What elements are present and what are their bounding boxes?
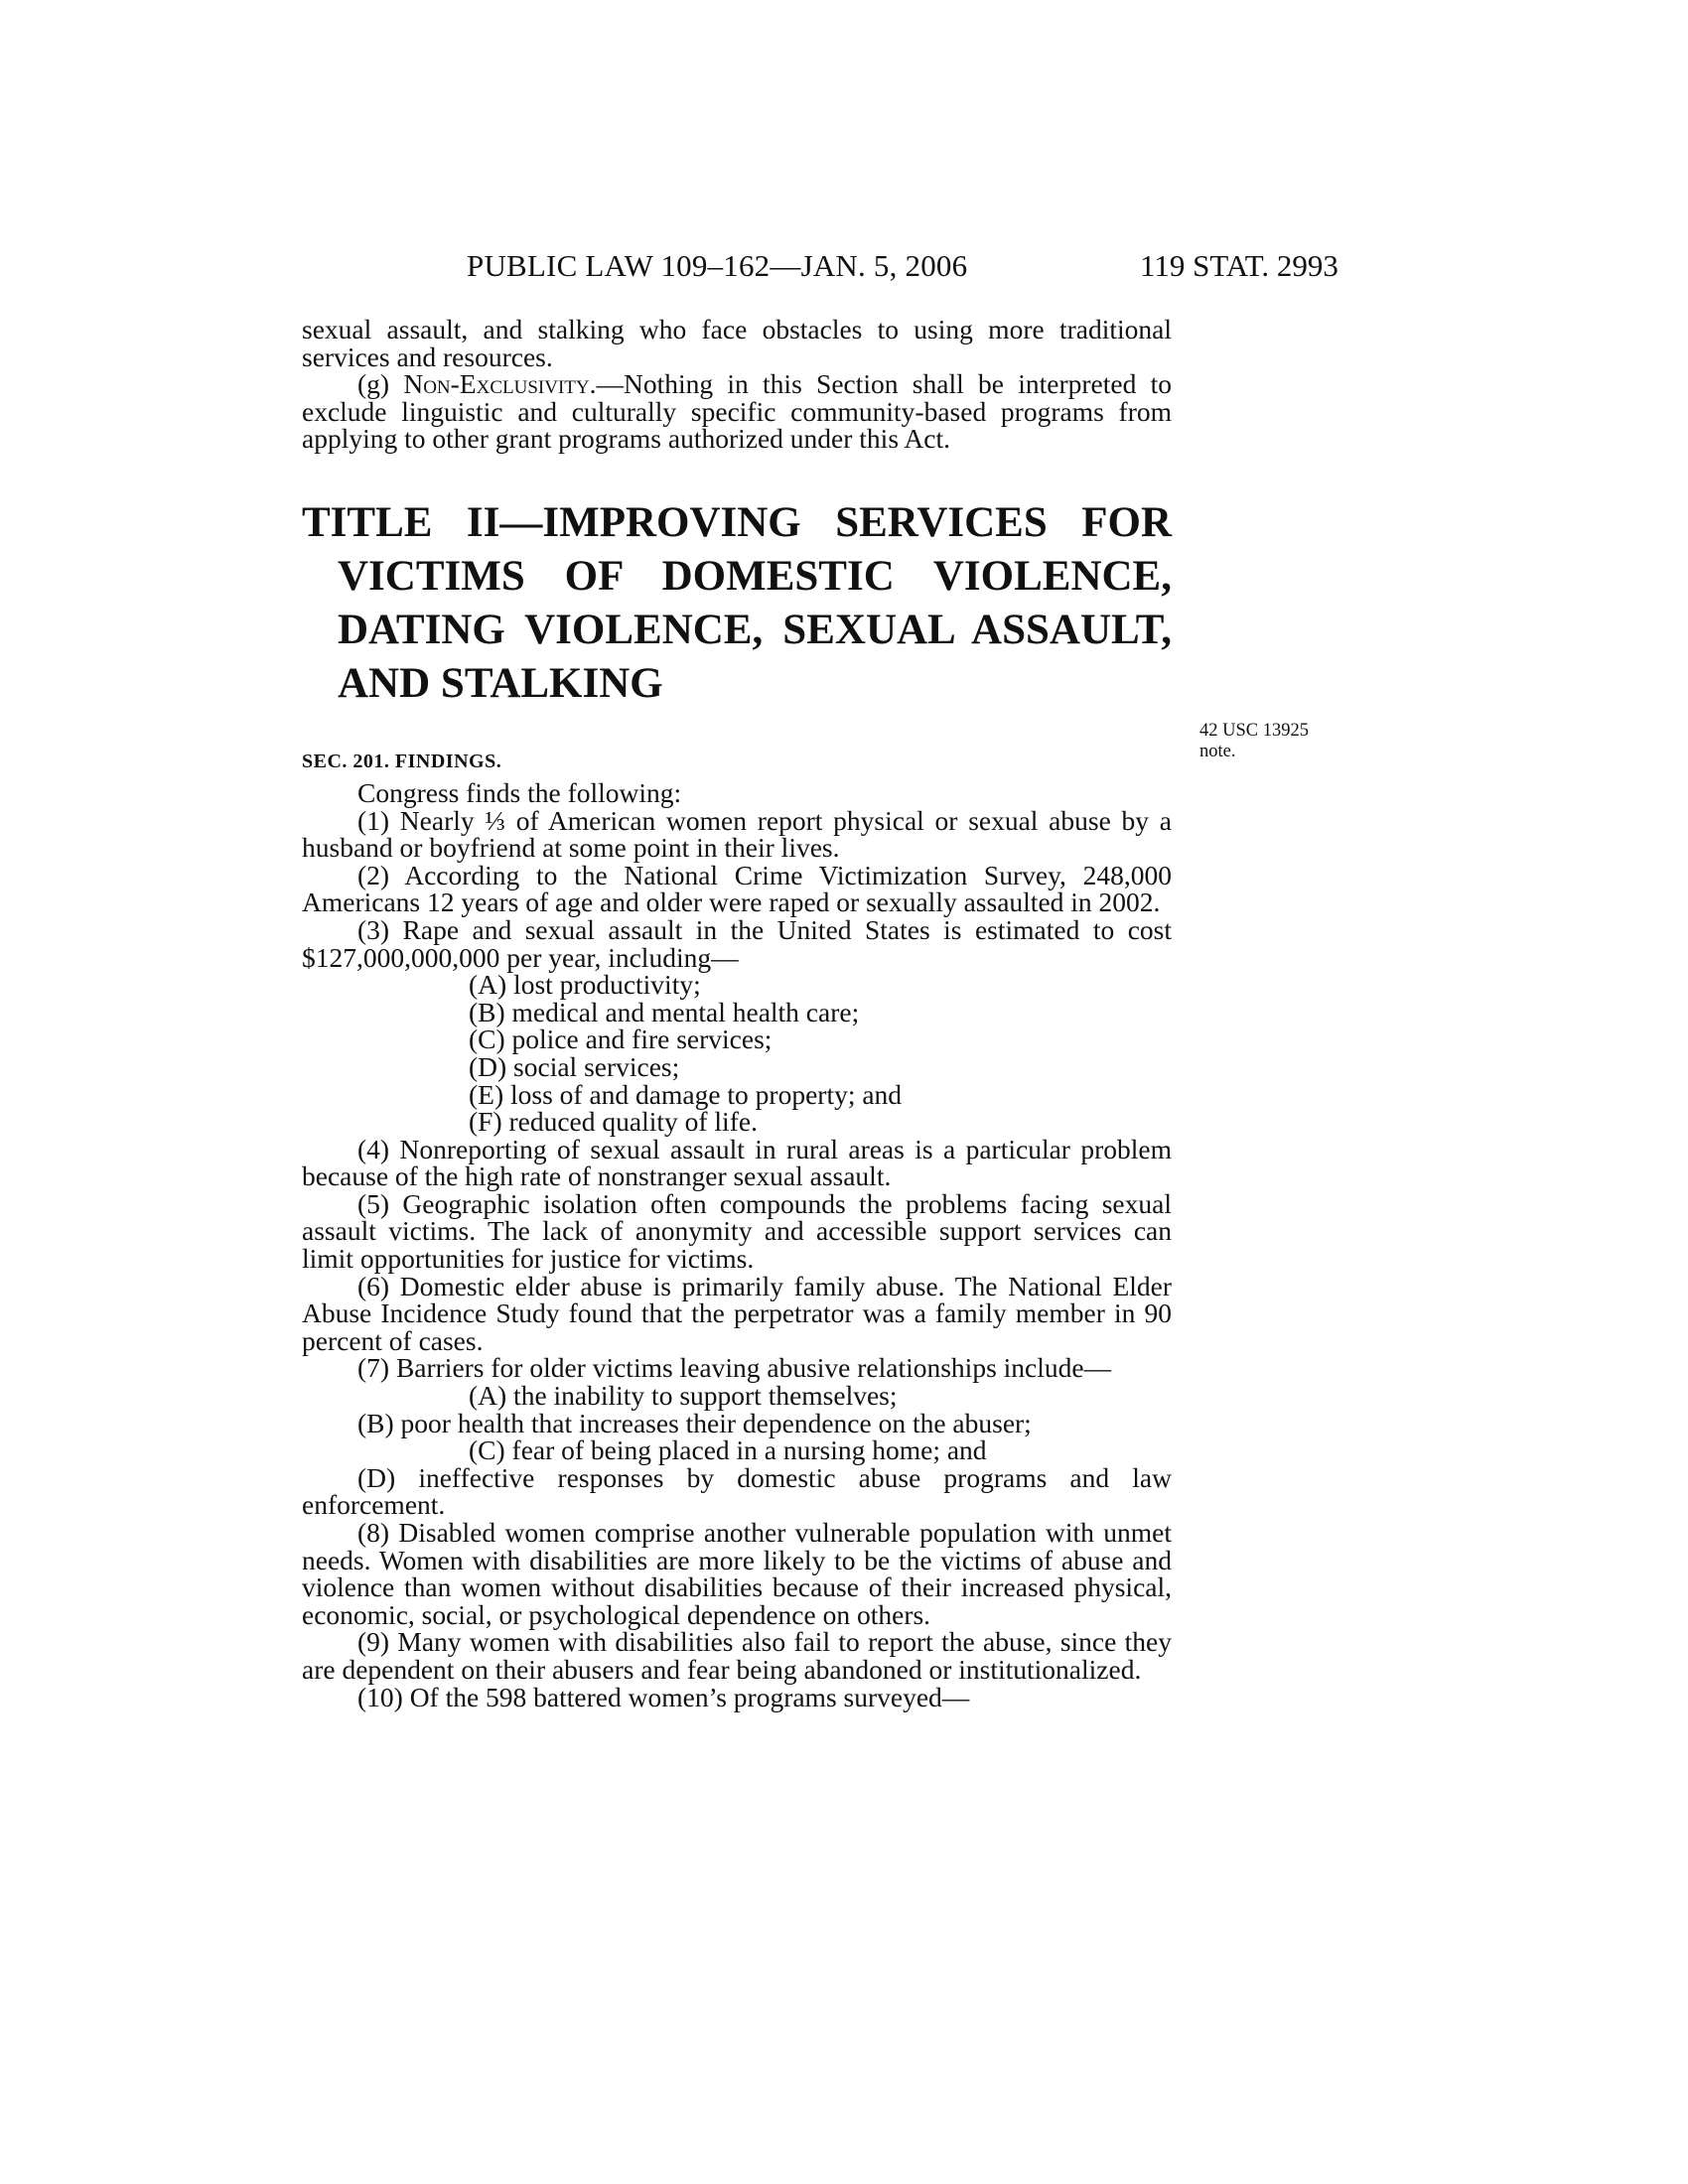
- finding-1: (1) Nearly ⅓ of American women report physical or sexual abuse by a husband or boyfriend at some point in their lives.: [302, 804, 1172, 864]
- finding-3-item-b: (B) medical and mental health care;: [469, 996, 860, 1027]
- finding-10: (10) Of the 598 battered women’s programs surveyed—: [357, 1681, 970, 1712]
- statute-page-reference: 119 STAT. 2993: [1140, 248, 1338, 283]
- finding-3-item-f: (F) reduced quality of life.: [469, 1106, 758, 1138]
- finding-7: (7) Barriers for older victims leaving abusive relationships include—: [357, 1352, 1112, 1384]
- finding-3: (3) Rape and sexual assault in the United States is estimated to cost $127,000,000,000 per year, including—: [302, 913, 1172, 973]
- finding-4: (4) Nonreporting of sexual assault in rural areas is a particular problem because of the high rate of nonstranger sexual assault.: [302, 1133, 1172, 1192]
- document-body: [302, 316, 1172, 1710]
- finding-7-item-d: (D) ineffective responses by domestic abuse programs and law enforcement.: [302, 1461, 1172, 1521]
- finding-6: (6) Domestic elder abuse is primarily family abuse. The National Elder Abuse Incidence Study found that the perpetrator was a family member in 90 percent of cases.: [302, 1270, 1172, 1356]
- margin-note-citation: 42 USC 13925: [1199, 721, 1309, 741]
- finding-3-item-a: (A) lost productivity;: [469, 969, 701, 1001]
- running-head: PUBLIC LAW 109–162—JAN. 5, 2006: [467, 248, 968, 283]
- title-line-2: VICTIMS OF DOMESTIC VIOLENCE,: [338, 552, 1172, 600]
- intro-continuation: sexual assault, and stalking who face obstacles to using more traditional services and resources.: [302, 314, 1172, 372]
- title-line-4: AND STALKING: [338, 659, 663, 707]
- finding-8: (8) Disabled women comprise another vulnerable population with unmet needs. Women with disabilities are more likely to be the victims of abuse and violence than women without disabilities because of their increased physical, economic, social, or psychological dependence on others.: [302, 1517, 1172, 1630]
- finding-2: (2) According to the National Crime Victimization Survey, 248,000 Americans 12 years of age and older were raped or sexually assaulted in 2002.: [302, 859, 1172, 918]
- findings-lead: Congress finds the following:: [357, 776, 682, 808]
- section-heading: SEC. 201. FINDINGS.: [302, 750, 502, 772]
- finding-7-item-c: (C) fear of being placed in a nursing home; and: [469, 1434, 987, 1466]
- finding-3-item-e: (E) loss of and damage to property; and: [469, 1078, 903, 1110]
- margin-note-label: note.: [1199, 742, 1236, 761]
- title-line-1: TITLE II—IMPROVING SERVICES FOR: [302, 498, 1172, 546]
- title-heading: [302, 496, 1172, 711]
- finding-5: (5) Geographic isolation often compounds the problems facing sexual assault victims. The lack of anonymity and accessible support services can limit opportunities for justice for victims.: [302, 1187, 1172, 1275]
- subsection-g: [302, 370, 1172, 453]
- finding-9: (9) Many women with disabilities also fail to report the abuse, since they are dependent on their abusers and fear being abandoned or institutionalized.: [302, 1626, 1172, 1685]
- subsection-g-prefix: (g): [357, 368, 404, 400]
- finding-3-item-d: (D) social services;: [469, 1050, 680, 1082]
- finding-7-item-b: (B) poor health that increases their dependence on the abuser;: [357, 1407, 1032, 1438]
- subsection-g-text: .—Nothing in this Section shall be interpreted to exclude linguistic and culturally specific community-based programs from applying to other grant programs authorized under this Act.: [302, 368, 1172, 455]
- finding-7-item-a: (A) the inability to support themselves;: [469, 1380, 898, 1412]
- finding-3-item-c: (C) police and fire services;: [469, 1024, 773, 1055]
- subsection-g-heading: Non-Exclusivity: [403, 368, 590, 400]
- title-line-3: DATING VIOLENCE, SEXUAL ASSAULT,: [338, 606, 1172, 653]
- margin-note: [1199, 721, 1309, 762]
